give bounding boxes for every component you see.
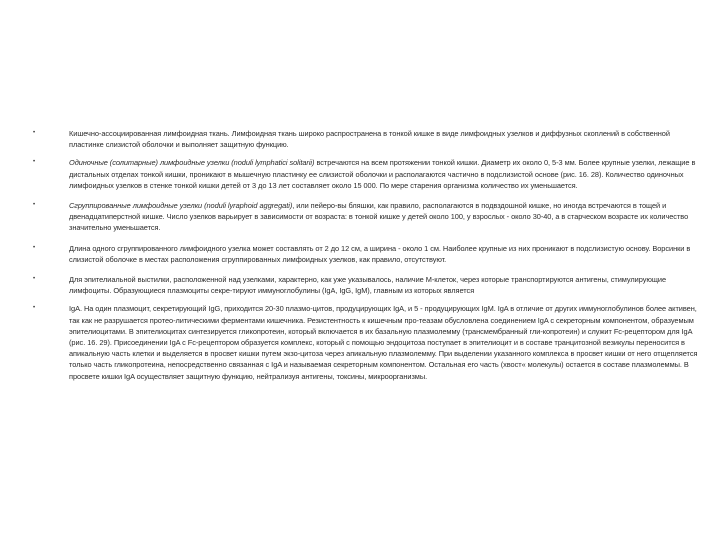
list-item [28, 128, 698, 150]
term-italic: Сгруппированные лимфоидные узелки (noduli lyraphoid aggregati) [69, 201, 293, 211]
bullet-icon: • [33, 130, 36, 136]
paragraph-body: , или пейеро-вы бляшки, как правило, располагаются в подвздошной кишке, но иногда встречаются в тощей и двенадцатиперстной кишке. Число узелков варьирует в зависимости от возраста: в тонкой кишке у детей около 100, у взрослых - около 30-40, а в старческом возрасте их количество значительно уменьшается. [69, 201, 689, 233]
paragraph-text [69, 200, 698, 234]
paragraph-text: IgA. На один плазмоцит, секретирующий IgG, приходится 20-30 плазмо-цитов, продуцирующих IgA, и 5 - продуцирующих IgM. IgA в отличие от других иммуноглобулинов более активен, так как не разрушается протео-литическими ферментами кишечника. Резистентность к кишечным про-теазам обусловлена соединением IgA с секреторным компонентом, образуемым эпителиоцитами. В эпителиоцитах синтезируется гликопротеин, который включается в их базальную плазмолемму (трансмембранный гли-копротеин) и служит Fc-рецептором для IgA (рис. 16. 29). Присоединении IgA с Fc-рецептором образуется комплекс, который с помощью эндоцитоза поступает в эпителиоцит и в составе транцитозной везикулы переносится в апикальную часть клетки и выделяется в просвет кишки путем экзо-цитоза через апикальную плазмолемму. При выделении указанного комплекса в просвет кишки от него отщепляется только часть гликопротеина, непосредственно связанная с IgA и называемая секреторным компонентом. Остальная его часть (хвост« молекулы) остается в составе плазмолеммы. В просвете кишки IgA осуществляет защитную функцию, нейтрализуя антигены, токсины, микроорганизмы. [69, 304, 698, 381]
paragraph-text: Для эпителиальной выстилки, расположенной над узелками, характерно, как уже указывалось, наличие М-клеток, через которые транспортируются антигены, стимулирующие лимфоциты. Образующиеся плазмоциты секре-тируют иммуноглобулины (IgA, IgG, IgM), главным из которых является [69, 275, 667, 296]
bullet-list [28, 128, 698, 382]
bullet-icon: • [33, 276, 36, 283]
bullet-icon: • [33, 202, 36, 209]
term-italic: Одиночные (солитарные) лимфоидные узелки (noduli lymphatici solitarii) [69, 158, 315, 168]
list-item [28, 274, 698, 296]
list-item [28, 157, 698, 191]
bullet-icon: • [33, 244, 36, 251]
list-item [28, 243, 698, 265]
paragraph-body: встречаются на всем протяжении тонкой кишки. Диаметр их около 0, 5-3 мм. Более крупные узелки, лежащие в дистальных отделах тонкой кишки, проникают в мышечную пластинку ее слизистой оболочки и располагаются частично в подслизистой основе (рис. 16. 28). Количество одиночных лимфоидных узелков в стенке тонкой кишки детей от 3 до 13 лет составляет около 15 000. По мере старения организма количество их уменьшается. [69, 158, 696, 190]
bullet-icon: • [33, 159, 36, 166]
paragraph-text: Длина одного сгруппированного лимфоидного узелка может составлять от 2 до 12 см, а ширина - около 1 см. Наиболее крупные из них проникают в подслизистую основу. Ворсинки в слизистой оболочке в местах расположения сгруппированных лимфоидных узелков, как правило, отсутствуют. [69, 243, 691, 264]
list-item [28, 303, 698, 381]
bullet-icon: • [33, 305, 36, 312]
paragraph-text: Кишечно-ассоциированная лимфоидная ткань. Лимфоидная ткань широко распространена в тонкой кишке в виде лимфоидных узелков и диффузных скоплений в собственной пластинке слизистой оболочки и выполняет защитную функцию. [69, 129, 670, 150]
list-item [28, 200, 698, 234]
paragraph-text [69, 157, 698, 191]
